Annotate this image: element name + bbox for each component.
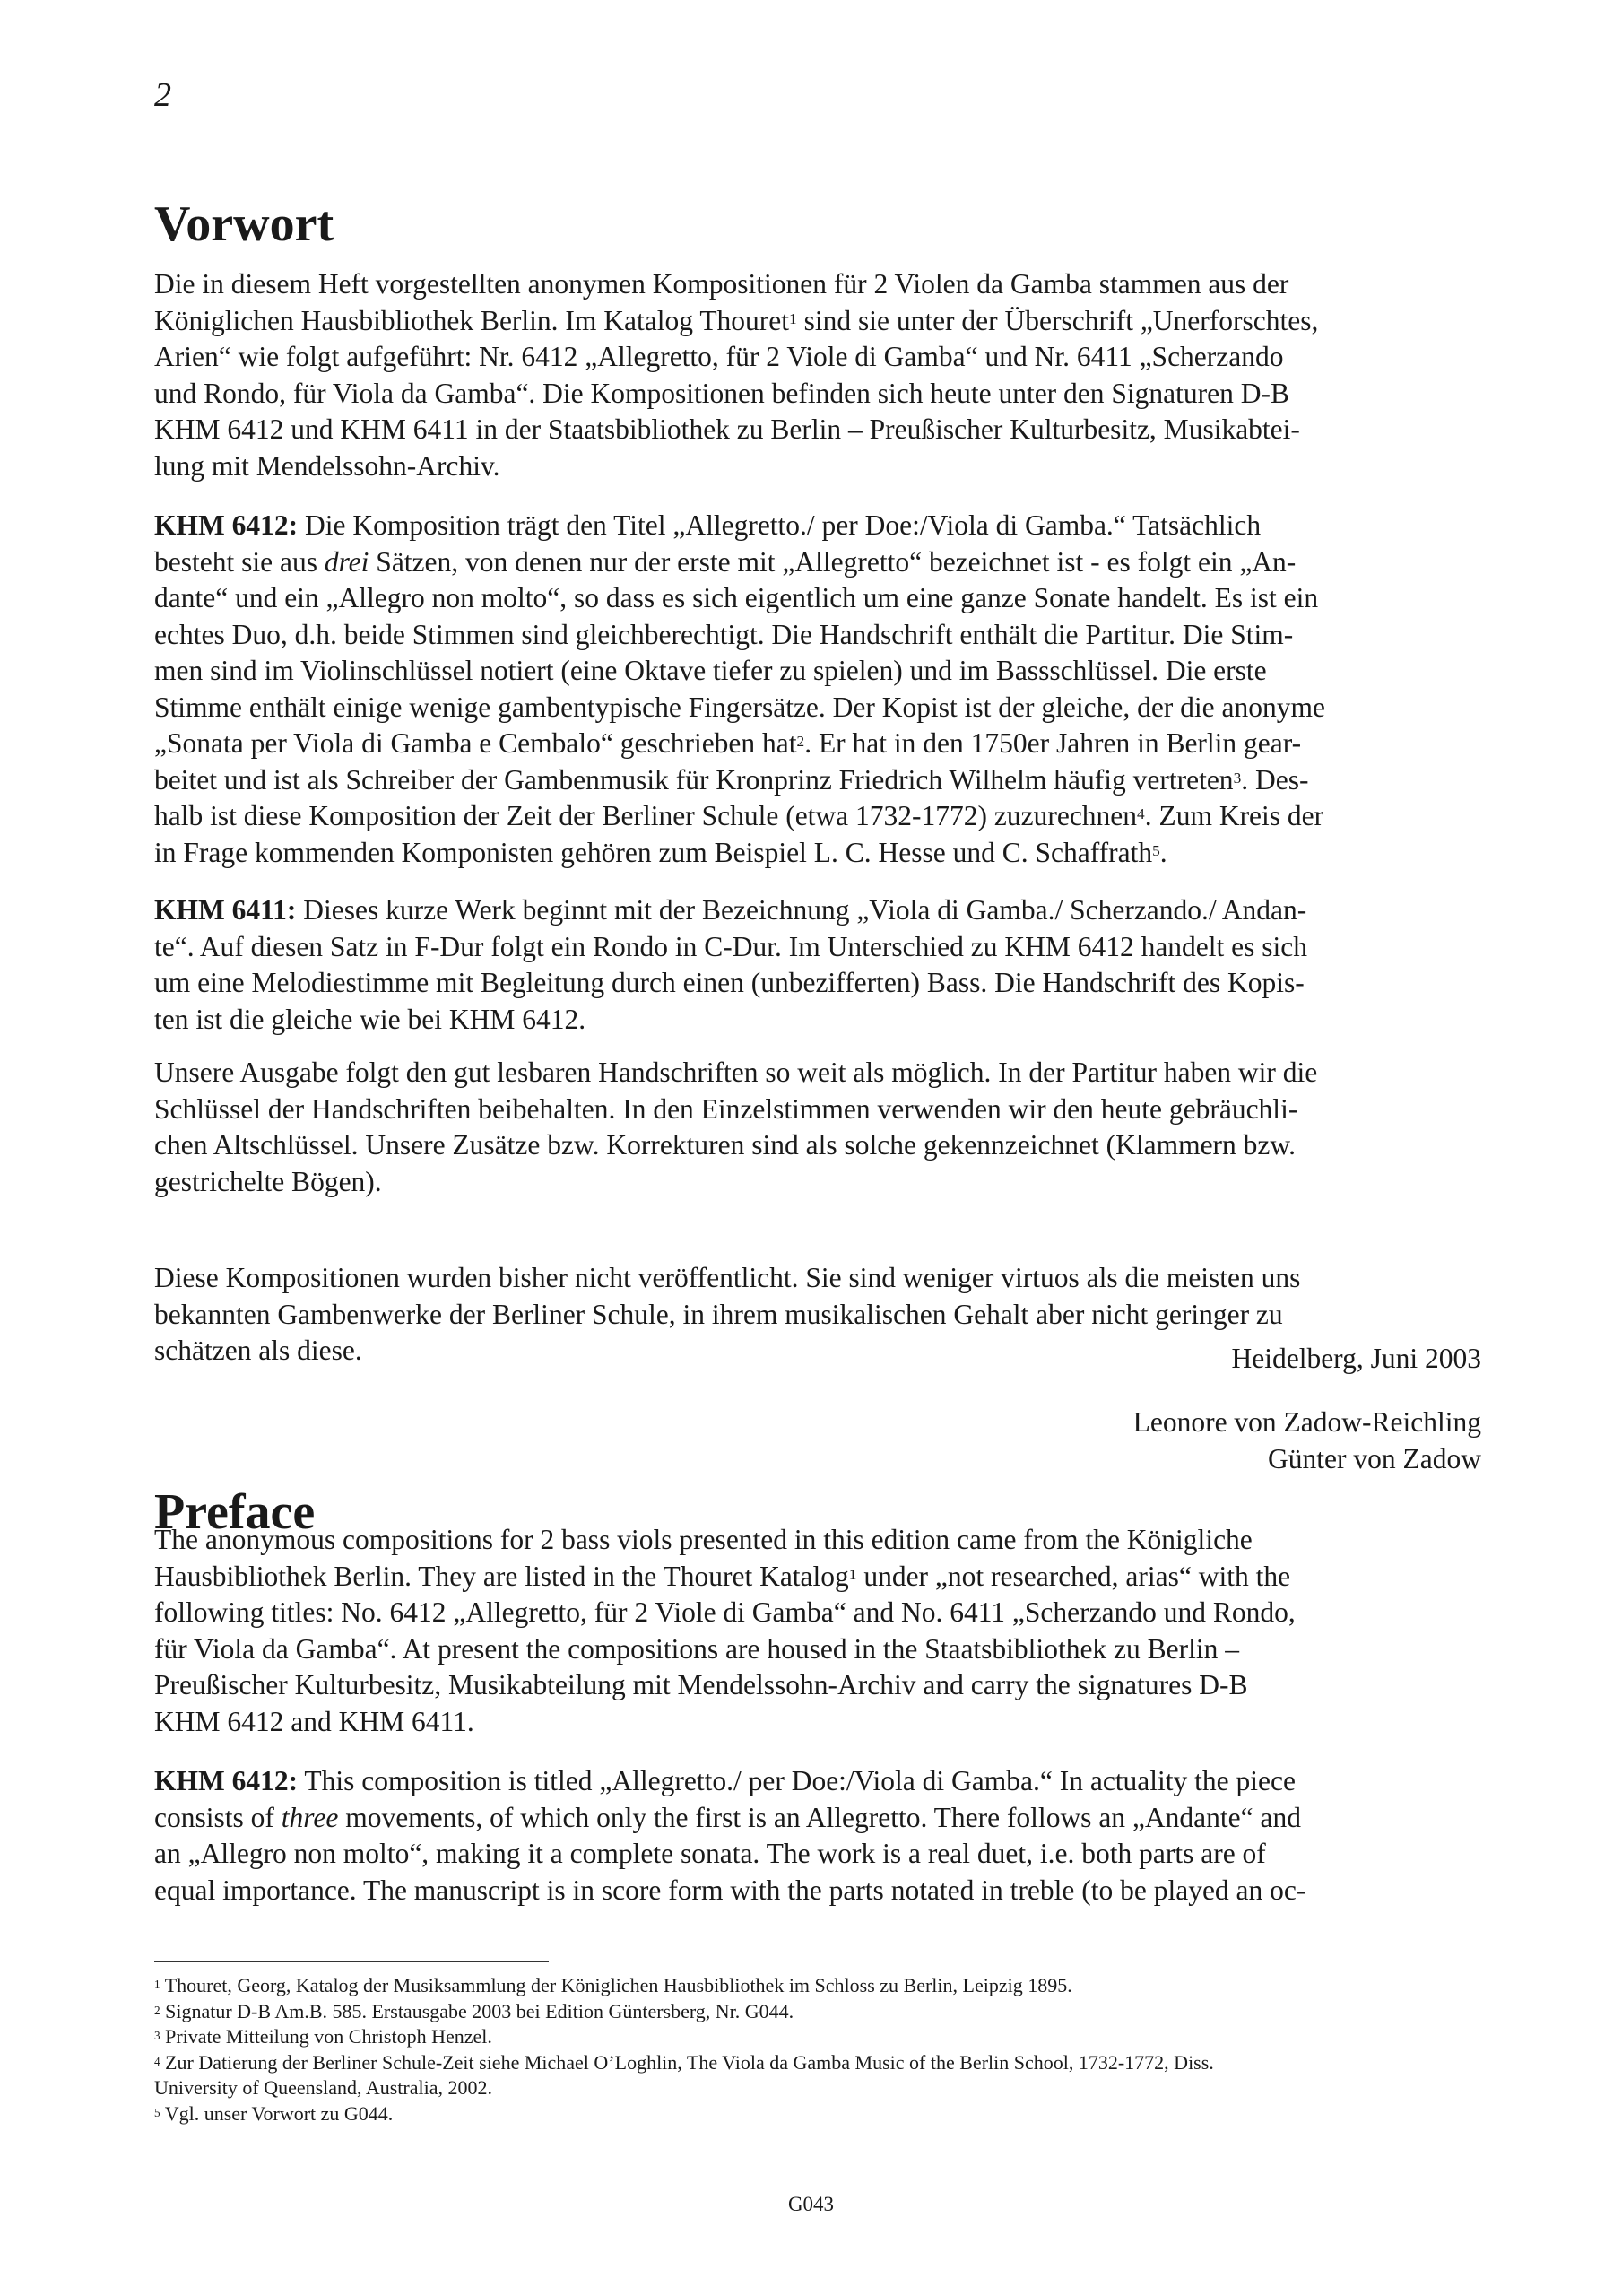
emphasis: three <box>281 1801 339 1833</box>
text-run: consists of <box>154 1801 282 1833</box>
footnote <box>154 1973 1481 1999</box>
text-run: halb ist diese Komposition der Zeit der Berliner Schule (etwa 1732-1772) zuzurechnen <box>154 800 1138 831</box>
text-line: an „Allegro non molto“, making it a complete sonata. The work is a real duet, i.e. both parts are of <box>154 1838 1266 1869</box>
text-line <box>154 508 1481 544</box>
page-number: 2 <box>154 76 171 114</box>
text-line: ten ist die gleiche wie bei KHM 6412. <box>154 1003 586 1035</box>
footnote-text: Thouret, Georg, Katalog der Musiksammlung der Königlichen Hausbibliothek im Schloss zu Berlin, Leipzig 1895. <box>160 1974 1072 1996</box>
text-run: besteht sie aus <box>154 545 325 578</box>
text-line: Preußischer Kulturbesitz, Musikabteilung mit Mendelssohn-Archiv and carry the signatures D-B <box>154 1669 1248 1700</box>
text-line <box>154 1763 1481 1800</box>
footnote-ref: 2 <box>796 733 805 750</box>
author-name: Leonore von Zadow-Reichling <box>1132 1406 1481 1438</box>
text-run: Hausbibliothek Berlin. They are listed in the Thouret Katalog <box>154 1560 849 1592</box>
place-date: Heidelberg, Juni 2003 <box>1231 1343 1481 1374</box>
footnote-number: 2 <box>154 2003 160 2017</box>
text-line <box>154 726 1481 762</box>
footnote-text: Zur Datierung der Berliner Schule-Zeit siehe Michael O’Loghlin, The Viola da Gamba Music of the Berlin School, 1732-1772, Diss. <box>160 2050 1214 2074</box>
emphasis: drei <box>324 545 369 578</box>
vorwort-paragraph-edition <box>154 1055 1481 1200</box>
text-line: für Viola da Gamba“. At present the compositions are housed in the Staatsbibliothek zu Berlin – <box>154 1632 1240 1665</box>
footnote-number: 1 <box>154 1978 160 1991</box>
footnote-text: Vgl. unser Vorwort zu G044. <box>160 2101 394 2125</box>
text-line: um eine Melodiestimme mit Begleitung durch einen (unbezifferten) Bass. Die Handschrift des Kopis- <box>154 967 1305 998</box>
text-run: Dieses kurze Werk beginnt mit der Bezeichnung „Viola di Gamba./ Scherzando./ Andan- <box>296 894 1307 926</box>
preface-paragraph-1 <box>154 1522 1481 1740</box>
text-run: in Frage kommenden Komponisten gehören zum Beispiel L. C. Hesse und C. Schaffrath <box>154 836 1153 868</box>
preface-paragraph-khm6412 <box>154 1763 1481 1909</box>
text-run: „Sonata per Viola di Gamba e Cembalo“ geschrieben hat <box>154 727 797 759</box>
text-line: dante“ und ein „Allegro non molto“, so dass es sich eigentlich um eine ganze Sonate handelt. Es ist ein <box>154 582 1319 613</box>
text-line <box>154 1559 1481 1596</box>
text-line: lung mit Mendelssohn-Archiv. <box>154 449 500 482</box>
text-run: Sätzen, von denen nur der erste mit „Allegretto“ bezeichnet ist - es folgt ein „An- <box>369 545 1297 578</box>
text-run: Königlichen Hausbibliothek Berlin. Im Katalog Thouret <box>154 304 790 336</box>
text-run: . Zum Kreis der <box>1144 800 1324 831</box>
footnote <box>154 2024 1481 2050</box>
footnote <box>154 1999 1481 2025</box>
footnote-ref: 4 <box>1137 805 1145 822</box>
text-run: . Des- <box>1241 763 1309 796</box>
footnote-number: 4 <box>154 2054 160 2068</box>
text-run: This composition is titled „Allegretto./ per Doe:/Viola di Gamba.“ In actuality the piece <box>298 1765 1296 1796</box>
text-run: . <box>1159 836 1167 868</box>
footnote-number: 5 <box>154 2105 160 2119</box>
edition-code: G043 <box>787 2193 835 2215</box>
text-line: Diese Kompositionen wurden bisher nicht veröffentlicht. Sie sind weniger virtuos als die meisten uns <box>154 1262 1301 1293</box>
footnote-ref: 5 <box>1152 841 1160 859</box>
text-line: men sind im Violinschlüssel notiert (eine Oktave tiefer zu spielen) und im Bassschlüssel. Die erste <box>154 655 1267 686</box>
text-line <box>154 892 1481 929</box>
heading-vorwort: Vorwort <box>154 196 334 252</box>
text-line <box>154 544 1481 581</box>
text-line: Die in diesem Heft vorgestellten anonymen Kompositionen für 2 Violen da Gamba stammen aus der <box>154 268 1289 300</box>
text-run: Die Komposition trägt den Titel „Allegretto./ per Doe:/Viola di Gamba.“ Tatsächlich <box>298 509 1262 541</box>
heading-preface: Preface <box>154 1484 316 1540</box>
text-run: beitet und ist als Schreiber der Gambenmusik für Kronprinz Friedrich Wilhelm häufig vertreten <box>154 763 1234 796</box>
footnote-divider <box>154 1961 549 1962</box>
signature-authors <box>1133 1405 1481 1477</box>
text-line: KHM 6412 und KHM 6411 in der Staatsbibliothek zu Berlin – Preußischer Kulturbesitz, Musikabtei- <box>154 413 1300 445</box>
footnote-ref: 1 <box>789 309 797 327</box>
text-line <box>154 303 1481 340</box>
khm-label: KHM 6412: <box>154 1765 299 1796</box>
text-line: te“. Auf diesen Satz in F-Dur folgt ein Rondo in C-Dur. Im Unterschied zu KHM 6412 handelt es sich <box>154 930 1308 962</box>
footnote-number: 3 <box>154 2029 160 2043</box>
text-line: KHM 6412 and KHM 6411. <box>154 1705 474 1737</box>
footnotes <box>154 1973 1481 2127</box>
text-line: und Rondo, für Viola da Gamba“. Die Kompositionen befinden sich heute unter den Signaturen D-B <box>154 377 1289 409</box>
vorwort-paragraph-khm6411 <box>154 892 1481 1038</box>
text-run: under „not researched, arias“ with the <box>856 1560 1291 1592</box>
text-line: equal importance. The manuscript is in score form with the parts notated in treble (to be played an oc- <box>154 1874 1306 1906</box>
footnote-text: Signatur D-B Am.B. 585. Erstausgabe 2003 bei Edition Güntersberg, Nr. G044. <box>160 1999 794 2022</box>
vorwort-paragraph-khm6412 <box>154 508 1481 871</box>
text-run: . Er hat in den 1750er Jahren in Berlin gear- <box>804 727 1302 759</box>
text-run: sind sie unter der Überschrift „Unerforschtes, <box>796 304 1319 336</box>
vorwort-paragraph-1 <box>154 266 1481 484</box>
khm-label: KHM 6412: <box>154 509 299 541</box>
text-line: The anonymous compositions for 2 bass viols presented in this edition came from the Königliche <box>154 1524 1253 1555</box>
text-line: Schlüssel der Handschriften beibehalten. In den Einzelstimmen verwenden wir den heute gebräuchli- <box>154 1092 1298 1125</box>
text-line: schätzen als diese. <box>154 1335 362 1366</box>
text-line: following titles: No. 6412 „Allegretto, für 2 Viole di Gamba“ and No. 6411 „Scherzando und Rondo, <box>154 1596 1296 1628</box>
text-line: Unsere Ausgabe folgt den gut lesbaren Handschriften so weit als möglich. In der Partitur haben wir die <box>154 1057 1318 1088</box>
author-name: Günter von Zadow <box>1268 1442 1481 1474</box>
text-line <box>154 798 1481 835</box>
text-line: gestrichelte Bögen). <box>154 1165 382 1197</box>
text-line: chen Altschlüssel. Unsere Zusätze bzw. Korrekturen sind als solche gekennzeichnet (Klammern bzw. <box>154 1129 1296 1161</box>
text-line: echtes Duo, d.h. beide Stimmen sind gleichberechtigt. Die Handschrift enthält die Partitur. Die Stim- <box>154 618 1294 650</box>
footnote-ref: 1 <box>848 1565 857 1583</box>
footnote-ref: 3 <box>1233 769 1242 787</box>
text-line: bekannten Gambenwerke der Berliner Schule, in ihrem musikalischen Gehalt aber nicht geringer zu <box>154 1298 1283 1330</box>
text-line <box>154 835 1481 872</box>
footnote-text: Private Mitteilung von Christoph Henzel. <box>160 2025 492 2048</box>
text-line <box>154 1800 1481 1837</box>
text-run: movements, of which only the first is an Allegretto. There follows an „Andante“ and <box>338 1801 1301 1833</box>
text-line <box>154 762 1481 799</box>
footnote <box>154 2101 1481 2127</box>
footnote-continuation: University of Queensland, Australia, 2002. <box>154 2076 492 2100</box>
footnote <box>154 2050 1481 2076</box>
text-line: Arien“ wie folgt aufgeführt: Nr. 6412 „Allegretto, für 2 Viole di Gamba“ und Nr. 6411 „Scherzando <box>154 341 1284 372</box>
text-line: Stimme enthält einige wenige gambentypische Fingersätze. Der Kopist ist der gleiche, der die anonyme <box>154 691 1325 723</box>
khm-label: KHM 6411: <box>154 894 297 926</box>
